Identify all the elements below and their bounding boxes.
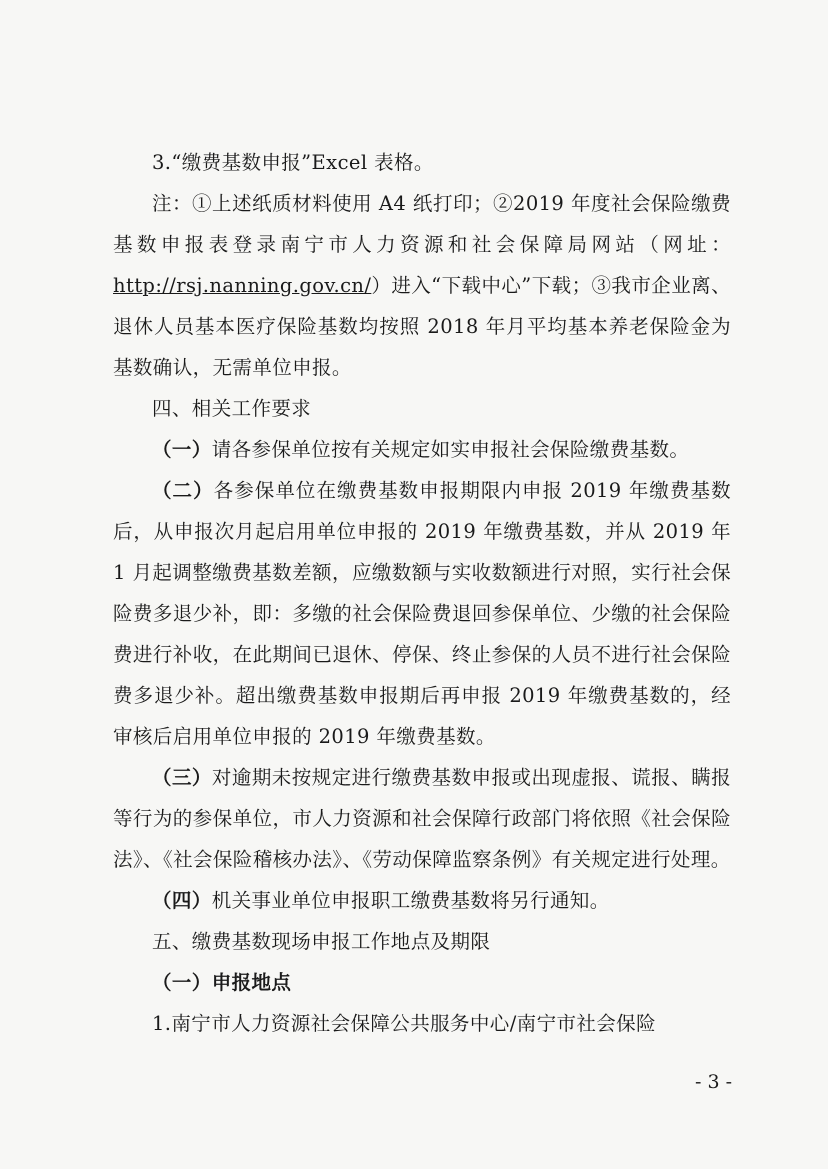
section-heading-4: 四、相关工作要求: [152, 397, 312, 420]
item-number: （一）: [152, 438, 212, 461]
note-text-before-url: 注：①上述纸质材料使用 A4 纸打印；②2019 年度社会保险缴费基数申报表登录南宁市人力资源和社会保障局网站（网址：: [113, 192, 731, 256]
item-number: （二）: [152, 479, 214, 502]
paragraph-note: [113, 183, 731, 388]
paragraph-location-1: 1.南宁市人力资源社会保障公共服务中心/南宁市社会保险: [152, 1012, 656, 1035]
website-url-link[interactable]: http://rsj.nanning.gov.cn/: [113, 274, 372, 297]
item-text: 对逾期未按规定进行缴费基数申报或出现虚报、谎报、瞒报等行为的参保单位，市人力资源和社会保障行政部门将依照《社会保险法》、《社会保险稽核办法》、《劳动保障监察条例》有关规定进行处理。: [113, 766, 731, 871]
sub-heading-location: （一）申报地点: [152, 971, 292, 994]
item-text: 各参保单位在缴费基数申报期限内申报 2019 年缴费基数后，从申报次月起启用单位申报的 2019 年缴费基数，并从 2019 年 1 月起调整缴费基数差额，应缴数额与实收数额进行对照，实行社会保险费多退少补，即：多缴的社会保险费退回参保单位、少缴的社会保险费进行补收，在此期间已退休、停保、终止参保的人员不进行社会保险费多退少补。超出缴费基数申报期后再申报 2019 年缴费基数的，经审核后启用单位申报的 2019 年缴费基数。: [113, 479, 731, 748]
paragraph-requirement-1: [113, 429, 731, 470]
item-text: 请各参保单位按有关规定如实申报社会保险缴费基数。: [211, 438, 690, 461]
page-number: - 3 -: [694, 1071, 732, 1093]
paragraph-requirement-3: [113, 757, 731, 880]
paragraph-attachment-3: 3.“缴费基数申报”Excel 表格。: [152, 151, 434, 174]
item-number: （四）: [152, 889, 212, 912]
paragraph-requirement-4: [113, 880, 731, 921]
paragraph-requirement-2: [113, 470, 731, 757]
section-heading-5: 五、缴费基数现场申报工作地点及期限: [152, 930, 491, 953]
note-text-after-url: ）进入“下载中心”下载；③我市企业离、退休人员基本医疗保险基数均按照 2018 年月平均基本养老保险金为基数确认，无需单位申报。: [113, 274, 731, 379]
item-text: 机关事业单位申报职工缴费基数将另行通知。: [211, 889, 610, 912]
item-number: （三）: [152, 766, 212, 789]
document-body: [113, 142, 731, 1044]
